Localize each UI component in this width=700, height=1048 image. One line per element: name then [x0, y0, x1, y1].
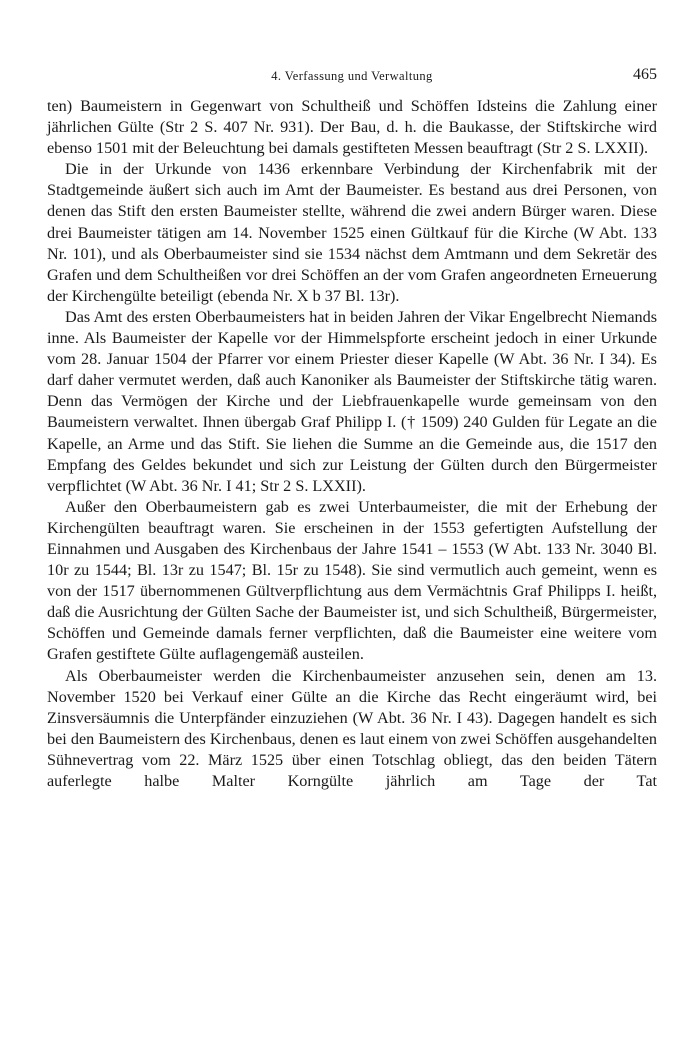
- paragraph: Die in der Urkunde von 1436 erkennbare Verbindung der Kirchenfabrik mit der Stadtgemeinde äußert sich auch im Amt der Baumeister. Es bestand aus drei Personen, von denen das Stift den ersten Baumeister stellte, während die zwei andern Bürger waren. Diese drei Baumeister tätigen am 14. November 1525 einen Gültkauf für die Kirche (W Abt. 133 Nr. 101), und als Oberbaumeister sind sie 1534 nächst dem Amtmann und dem Sekretär des Grafen und dem Schultheißen vor drei Schöffen an der vom Grafen angeordneten Erneuerung der Kirchengülte beteiligt (ebenda Nr. X b 37 Bl. 13r).: [47, 160, 657, 305]
- page-number: 465: [633, 66, 657, 83]
- running-title: 4. Verfassung und Verwaltung: [271, 69, 433, 83]
- paragraph: ten) Baumeistern in Gegenwart von Schultheiß und Schöffen Idsteins die Zahlung einer jährlichen Gülte (Str 2 S. 407 Nr. 931). Der Bau, d. h. die Baukasse, der Stiftskirche wird ebenso 1501 mit der Beleuchtung bei damals gestifteten Messen beauftragt (Str 2 S. LXXII).: [47, 97, 657, 158]
- paragraph: Das Amt des ersten Oberbaumeisters hat in beiden Jahren der Vikar Engelbrecht Niemands inne. Als Baumeister der Kapelle vor der Himmelspforte erscheint jedoch in einer Urkunde vom 28. Januar 1504 der Pfarrer vor einem Priester dieser Kapelle (W Abt. 36 Nr. I 34). Es darf daher vermutet werden, daß auch Kanoniker als Baumeister der Stiftskirche tätig waren. Denn das Vermögen der Kirche und der Liebfrauenkapelle wurde gemeinsam von den Baumeistern verwaltet. Ihnen übergab Graf Philipp I. († 1509) 240 Gulden für Legate an die Kapelle, an Arme und das Stift. Sie liehen die Summe an die Gemeinde aus, die 1517 den Empfang des Geldes bekundet und sich zur Leistung der Gülten durch den Bürgermeister verpflichtet (W Abt. 36 Nr. I 41; Str 2 S. LXXII).: [47, 307, 657, 495]
- running-head: [47, 64, 657, 86]
- paragraph: Als Oberbaumeister werden die Kirchenbaumeister anzusehen sein, denen am 13. November 1520 bei Verkauf einer Gülte an die Kirche das Recht eingeräumt wird, bei Zinsversäumnis die Unterpfänder einzuziehen (W Abt. 36 Nr. I 43). Dagegen handelt es sich bei den Baumeistern des Kirchenbaus, denen es laut einem von zwei Schöffen ausgehandelten Sühnevertrag vom 22. März 1525 über einen Totschlag obliegt, das den beiden Tätern auferlegte halbe Malter Korngülte jährlich am Tage der Tat: [47, 666, 657, 790]
- document-page: [47, 64, 657, 792]
- text-body: [47, 96, 657, 792]
- paragraph: Außer den Oberbaumeistern gab es zwei Unterbaumeister, die mit der Erhebung der Kirchengülten beauftragt waren. Sie erscheinen in der 1553 gefertigten Aufstellung der Einnahmen und Ausgaben des Kirchenbaus der Jahre 1541 – 1553 (W Abt. 133 Nr. 3040 Bl. 10r zu 1544; Bl. 13r zu 1547; Bl. 15r zu 1548). Sie sind vermutlich auch gemeint, wenn es von der 1517 übernommenen Gültverpflichtung aus dem Vermächtnis Graf Philipps I. heißt, daß die Ausrichtung der Gülten Sache der Baumeister ist, und sich Schultheiß, Bürgermeister, Schöffen und Gemeinde damals ferner verpflichten, daß die Baumeister eine weitere vom Grafen gestiftete Gülte auflagengemäß austeilen.: [47, 497, 657, 664]
